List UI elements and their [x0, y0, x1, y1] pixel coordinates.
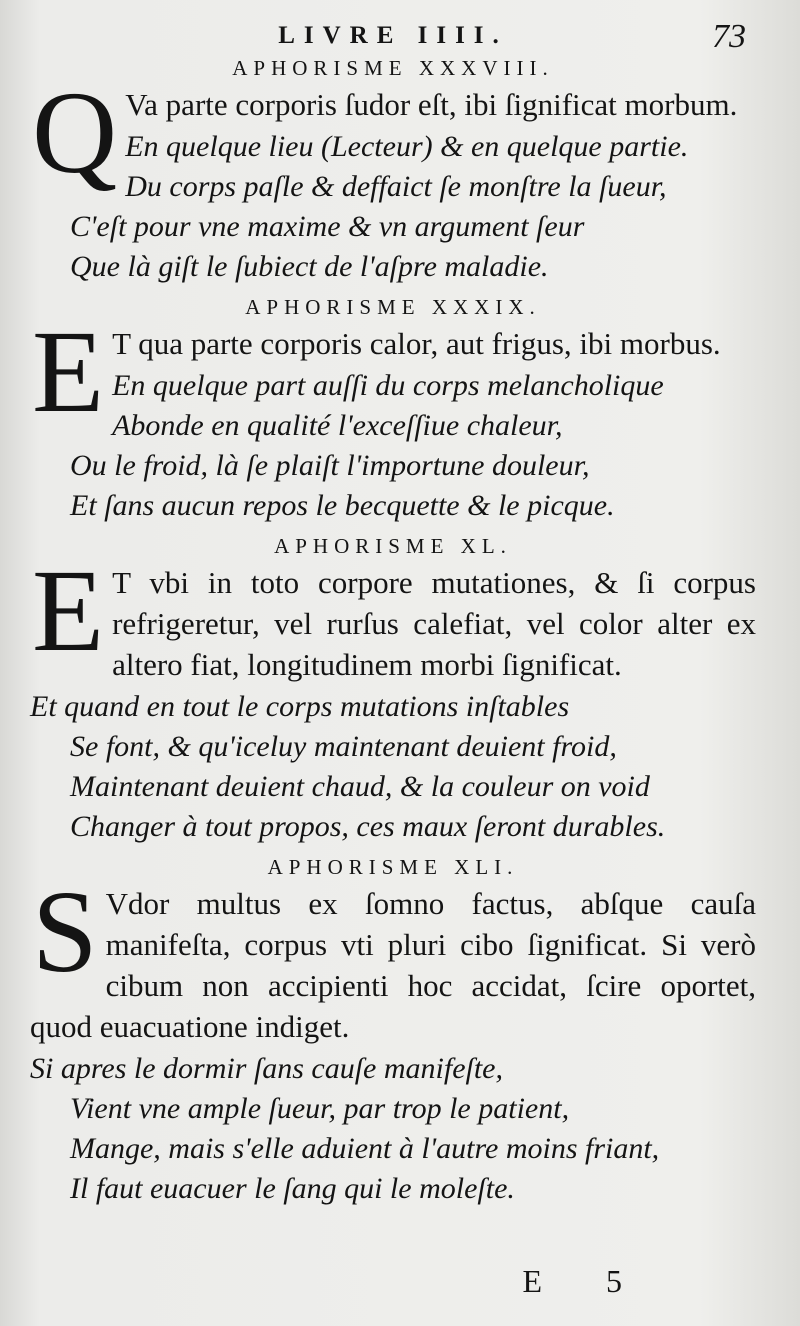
page-number: 73: [712, 18, 746, 55]
verse-line: Changer à tout propos, ces maux ſeront durables.: [70, 810, 666, 843]
verse-line: Se font, & qu'iceluy maintenant deuient froid,: [70, 730, 617, 763]
drop-capital: Q: [32, 67, 118, 198]
verse-line: Si apres le dormir ſans cauſe manifeſte,: [30, 1052, 503, 1085]
verse-line: Mange, mais s'elle aduient à l'autre moins friant,: [70, 1132, 660, 1165]
latin-body: Vdor multus ex ſomno factus, abſque cauſa manifeſta, corpus vti pluri cibo ſignificat. Si verò cibum non accipienti hoc accidat, ſcire oportet, quod euacuatione indiget.: [30, 886, 756, 1044]
drop-capital: S: [32, 866, 98, 997]
aphorism-title: APHORISME XXXVIII.: [232, 56, 554, 80]
running-title: LIVRE IIII.: [278, 22, 508, 49]
signature-mark: E 5: [522, 1263, 650, 1299]
verse-line: Il faut euacuer le ſang qui le moleſte.: [70, 1172, 515, 1205]
aphorism-title: APHORISME XLI.: [267, 855, 519, 879]
verse-line: Et quand en tout le corps mutations inſtables: [30, 690, 570, 723]
french-verse: [30, 127, 756, 287]
latin-body: Va parte corporis ſudor eſt, ibi ſignificat morbum.: [125, 87, 738, 122]
aphorism-41: [30, 851, 756, 1209]
verse-line: En quelque part auſſi du corps melancholique: [112, 369, 664, 402]
verse-line: Abonde en qualité l'exceſſiue chaleur,: [112, 409, 563, 442]
verse-line: Que là giſt le ſubiect de l'aſpre maladie.: [70, 250, 549, 283]
aphorism-title: APHORISME XXXIX.: [245, 295, 541, 319]
aphorism-40: [30, 530, 756, 847]
drop-capital: E: [32, 545, 105, 676]
verse-line: Du corps paſle & deffaict ſe monſtre la ſueur,: [125, 170, 667, 203]
verse-line: Vient vne ample ſueur, par trop le patient,: [70, 1092, 570, 1125]
aphorism-title: APHORISME XL.: [274, 534, 512, 558]
verse-line: Maintenant deuient chaud, & la couleur on void: [70, 770, 650, 803]
french-verse: [30, 1049, 756, 1209]
drop-capital: E: [32, 306, 105, 437]
verse-line: En quelque lieu (Lecteur) & en quelque partie.: [125, 130, 689, 163]
verse-line: C'eſt pour vne maxime & vn argument ſeur: [70, 210, 585, 243]
french-verse: [30, 366, 756, 526]
aphorism-39: [30, 291, 756, 526]
latin-body: T qua parte corporis calor, aut frigus, ibi morbus.: [112, 326, 721, 361]
page-header: [30, 18, 756, 55]
verse-line: Et ſans aucun repos le becquette & le picque.: [70, 489, 615, 522]
latin-body: T vbi in toto corpore mutationes, & ſi corpus refrigeretur, vel rurſus calefiat, vel color alter ex altero fiat, longitudinem morbi ſignificat.: [112, 565, 756, 682]
french-verse: [30, 687, 756, 847]
verse-line: Ou le froid, là ſe plaiſt l'importune douleur,: [70, 449, 590, 482]
aphorism-38: [30, 52, 756, 287]
